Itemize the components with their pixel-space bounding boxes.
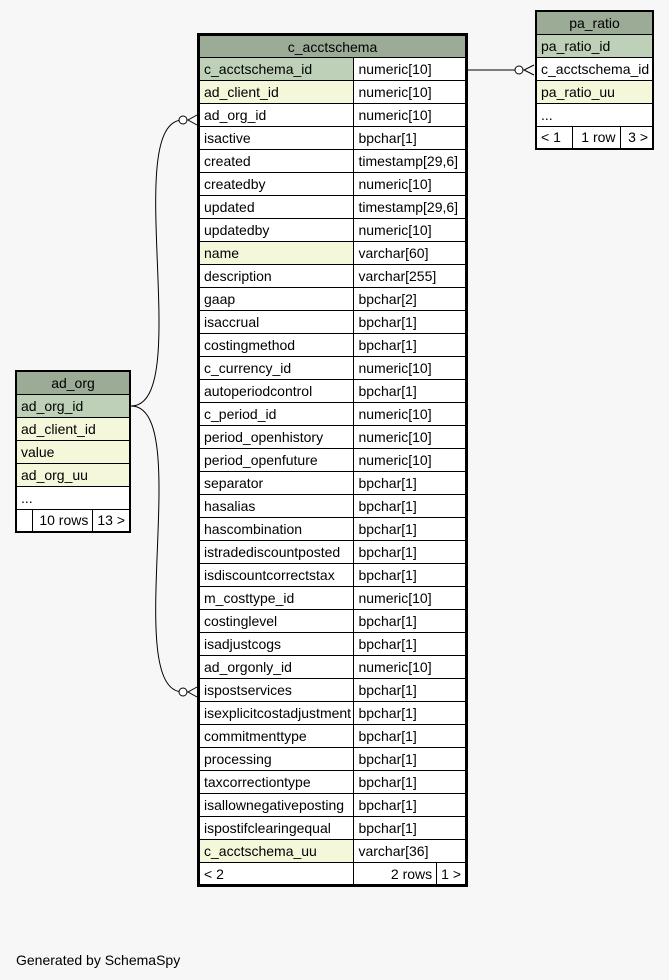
column-name[interactable]: created: [199, 150, 354, 173]
table-row[interactable]: [199, 127, 467, 150]
link-ad-org-id-optional-marker: [179, 116, 187, 124]
table-row[interactable]: [199, 771, 467, 794]
column-name[interactable]: value: [16, 440, 130, 463]
column-type: numeric[10]: [354, 173, 467, 196]
link-ad-orgonly-id-optional-marker: [179, 688, 187, 696]
column-name[interactable]: isadjustcogs: [199, 633, 354, 656]
table-row[interactable]: [199, 311, 467, 334]
column-type: numeric[10]: [354, 403, 467, 426]
link-ad-org-id-crowfoot: [188, 115, 197, 125]
table-c-acctschema[interactable]: [197, 33, 468, 887]
column-name[interactable]: updatedby: [199, 219, 354, 242]
column-type: numeric[10]: [354, 81, 467, 104]
table-row[interactable]: [199, 541, 467, 564]
column-name[interactable]: isexplicitcostadjustment: [199, 702, 354, 725]
column-type: bpchar[1]: [354, 817, 467, 840]
table-footer: [536, 126, 653, 149]
column-type: numeric[10]: [354, 587, 467, 610]
table-row[interactable]: [199, 610, 467, 633]
table-row[interactable]: [16, 417, 130, 440]
column-name[interactable]: c_acctschema_uu: [199, 840, 354, 863]
table-row[interactable]: [199, 104, 467, 127]
column-type: numeric[10]: [354, 656, 467, 679]
link-ad-orgonly-id-crowfoot: [188, 687, 197, 697]
column-name[interactable]: ad_client_id: [16, 417, 130, 440]
column-name[interactable]: ispostifclearingequal: [199, 817, 354, 840]
table-row[interactable]: [199, 817, 467, 840]
column-name[interactable]: autoperiodcontrol: [199, 380, 354, 403]
table-row[interactable]: [16, 440, 130, 463]
column-name[interactable]: taxcorrectiontype: [199, 771, 354, 794]
column-name[interactable]: commitmenttype: [199, 725, 354, 748]
column-name[interactable]: ad_org_id: [199, 104, 354, 127]
table-title[interactable]: c_acctschema: [199, 35, 467, 58]
column-type: bpchar[1]: [354, 633, 467, 656]
table-row[interactable]: [199, 242, 467, 265]
column-name[interactable]: istradediscountposted: [199, 541, 354, 564]
column-name[interactable]: period_openhistory: [199, 426, 354, 449]
link-ad-org-id: [131, 120, 183, 406]
column-type: numeric[10]: [354, 357, 467, 380]
table-row[interactable]: [199, 81, 467, 104]
column-name[interactable]: isaccrual: [199, 311, 354, 334]
table-row[interactable]: [199, 449, 467, 472]
column-name[interactable]: c_acctschema_id: [199, 58, 354, 81]
column-type: bpchar[1]: [354, 541, 467, 564]
column-name[interactable]: createdby: [199, 173, 354, 196]
column-name[interactable]: ...: [536, 103, 653, 126]
table-pa-ratio[interactable]: [535, 10, 654, 150]
parents-link[interactable]: [16, 509, 33, 532]
column-name[interactable]: processing: [199, 748, 354, 771]
column-type: varchar[255]: [354, 265, 467, 288]
table-row[interactable]: [199, 840, 467, 863]
link-ad-orgonly-id: [131, 406, 183, 692]
parents-link[interactable]: < 2: [199, 863, 354, 886]
column-name[interactable]: hascombination: [199, 518, 354, 541]
column-type: bpchar[1]: [354, 472, 467, 495]
column-type: varchar[36]: [354, 840, 467, 863]
link-pa-ratio-crowfoot: [524, 65, 534, 75]
column-name[interactable]: name: [199, 242, 354, 265]
column-name[interactable]: c_currency_id: [199, 357, 354, 380]
column-name[interactable]: ispostservices: [199, 679, 354, 702]
column-type: bpchar[1]: [354, 311, 467, 334]
table-row[interactable]: [199, 725, 467, 748]
parents-link[interactable]: < 1: [536, 126, 572, 149]
table-row[interactable]: [199, 564, 467, 587]
link-pa-ratio-optional-marker: [515, 66, 523, 74]
column-name[interactable]: isallownegativeposting: [199, 794, 354, 817]
table-row[interactable]: [199, 794, 467, 817]
table-row[interactable]: [199, 219, 467, 242]
table-row[interactable]: [199, 679, 467, 702]
column-type: bpchar[1]: [354, 127, 467, 150]
column-type: bpchar[1]: [354, 702, 467, 725]
row-count: 1 row: [572, 126, 620, 149]
column-type: bpchar[1]: [354, 495, 467, 518]
column-name[interactable]: ...: [16, 486, 130, 509]
table-row[interactable]: [199, 633, 467, 656]
table-footer: [16, 509, 130, 532]
column-name[interactable]: gaap: [199, 288, 354, 311]
table-row[interactable]: [16, 394, 130, 417]
table-row[interactable]: [199, 702, 467, 725]
column-name[interactable]: isdiscountcorrectstax: [199, 564, 354, 587]
column-type: timestamp[29,6]: [354, 150, 467, 173]
column-name[interactable]: costinglevel: [199, 610, 354, 633]
column-name[interactable]: ad_client_id: [199, 81, 354, 104]
column-name[interactable]: m_costtype_id: [199, 587, 354, 610]
column-type: bpchar[1]: [354, 518, 467, 541]
table-title[interactable]: ad_org: [16, 371, 130, 394]
table-ad-org[interactable]: [15, 370, 131, 533]
row-count: 10 rows: [33, 509, 93, 532]
column-name[interactable]: separator: [199, 472, 354, 495]
column-name[interactable]: costingmethod: [199, 334, 354, 357]
column-name[interactable]: pa_ratio_id: [536, 34, 653, 57]
table-row[interactable]: [199, 748, 467, 771]
table-row[interactable]: [16, 463, 130, 486]
column-name[interactable]: updated: [199, 196, 354, 219]
column-name[interactable]: ad_org_id: [16, 394, 130, 417]
table-row[interactable]: [16, 486, 130, 509]
column-name[interactable]: pa_ratio_uu: [536, 80, 653, 103]
table-row[interactable]: [199, 495, 467, 518]
column-type: bpchar[1]: [354, 564, 467, 587]
table-footer: [199, 863, 467, 886]
column-type: bpchar[1]: [354, 748, 467, 771]
children-link[interactable]: 13 >: [93, 509, 130, 532]
children-link[interactable]: 3 >: [620, 126, 653, 149]
column-type: bpchar[1]: [354, 610, 467, 633]
column-type: numeric[10]: [354, 219, 467, 242]
column-name[interactable]: c_acctschema_id: [536, 57, 653, 80]
column-name[interactable]: ad_org_uu: [16, 463, 130, 486]
table-row[interactable]: [199, 426, 467, 449]
column-type: numeric[10]: [354, 449, 467, 472]
table-row[interactable]: [199, 357, 467, 380]
row-count: 2 rows: [354, 863, 437, 886]
table-row[interactable]: [199, 472, 467, 495]
table-row[interactable]: [199, 656, 467, 679]
table-row[interactable]: [199, 334, 467, 357]
children-link[interactable]: 1 >: [437, 863, 467, 886]
table-row[interactable]: [536, 80, 653, 103]
column-type: numeric[10]: [354, 58, 467, 81]
column-type: numeric[10]: [354, 426, 467, 449]
column-type: bpchar[1]: [354, 380, 467, 403]
column-name[interactable]: isactive: [199, 127, 354, 150]
column-type: numeric[10]: [354, 104, 467, 127]
table-row[interactable]: [536, 57, 653, 80]
column-name[interactable]: ad_orgonly_id: [199, 656, 354, 679]
table-row[interactable]: [199, 265, 467, 288]
column-name[interactable]: hasalias: [199, 495, 354, 518]
column-name[interactable]: period_openfuture: [199, 449, 354, 472]
column-type: bpchar[1]: [354, 794, 467, 817]
column-type: bpchar[1]: [354, 679, 467, 702]
column-name[interactable]: description: [199, 265, 354, 288]
column-type: bpchar[1]: [354, 771, 467, 794]
table-row[interactable]: [199, 288, 467, 311]
column-type: varchar[60]: [354, 242, 467, 265]
table-row[interactable]: [199, 518, 467, 541]
column-type: bpchar[1]: [354, 334, 467, 357]
column-type: bpchar[1]: [354, 725, 467, 748]
column-type: timestamp[29,6]: [354, 196, 467, 219]
table-row[interactable]: [199, 196, 467, 219]
table-row[interactable]: [536, 34, 653, 57]
column-type: bpchar[2]: [354, 288, 467, 311]
table-row[interactable]: [199, 380, 467, 403]
table-row[interactable]: [199, 587, 467, 610]
table-row[interactable]: [536, 103, 653, 126]
table-row[interactable]: [199, 173, 467, 196]
table-row[interactable]: [199, 403, 467, 426]
generated-by-text: Generated by SchemaSpy: [16, 952, 181, 968]
table-row[interactable]: [199, 150, 467, 173]
column-name[interactable]: c_period_id: [199, 403, 354, 426]
table-row[interactable]: [199, 58, 467, 81]
table-title[interactable]: pa_ratio: [536, 11, 653, 34]
